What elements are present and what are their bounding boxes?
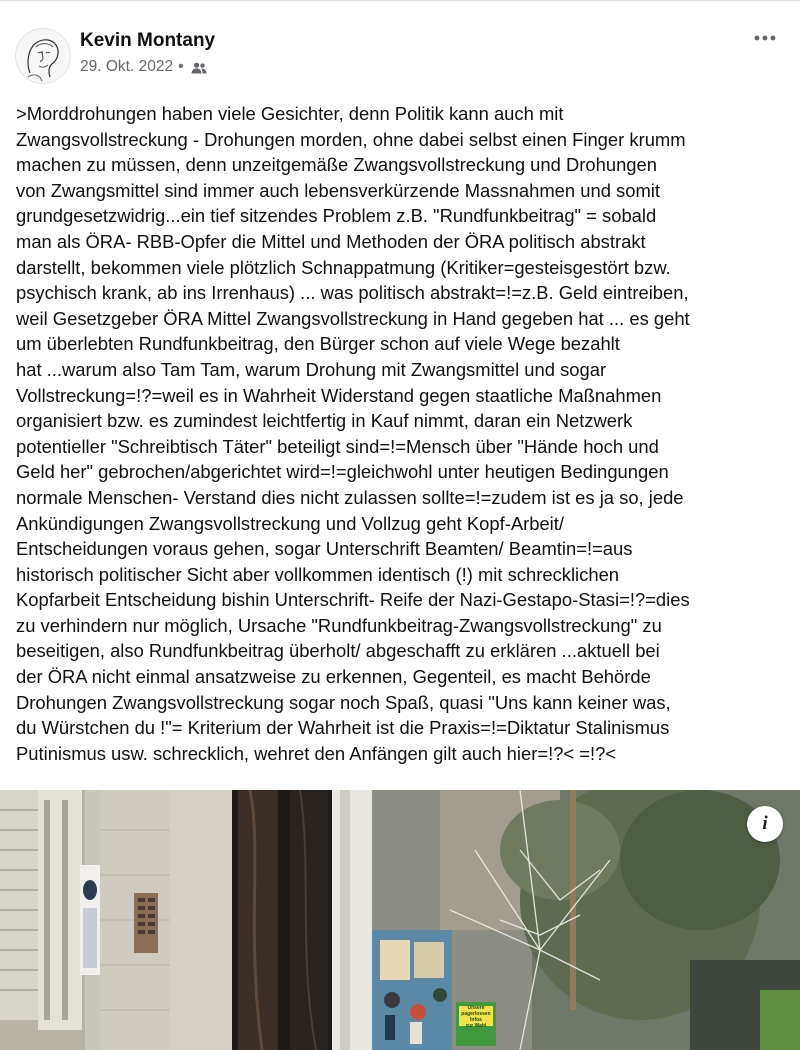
friends-icon[interactable] — [191, 61, 207, 73]
meta-separator: • — [178, 58, 184, 75]
avatar[interactable] — [15, 28, 71, 84]
avatar-sketch-icon — [16, 29, 70, 83]
info-button[interactable] — [747, 806, 783, 842]
post-text: >Morddrohungen haben viele Gesichter, denn Politik kann auch mit Zwangsvollstreckung - Drohungen morden, ohne dabei selbst einen Finger krumm machen zu müssen, denn unzeitgemäße Zwangsvollstreckung und Drohungen von Zwangsmittel sind immer auch lebensverkürzende Massnahmen und somit grundgesetzwidrig...ein tief sitzendes Problem z.B. "Rundfunkbeitrag" = sobald man als ÖRA- RBB-Opfer die Mittel und Methoden der ÖRA politisch abstrakt darstellt, bekommen viele plötzlich Schnappatmung (Kritiker=gesteisgestört bzw. psychisch krank, ab ins Irrenhaus) ... was politisch abstrakt=!=z.B. Geld eintreiben, weil Gesetzgeber ÖRA Mittel Zwangsvollstreckung in Hand gegeben hat ... es geht um überlebten Rundfunkbeitrag, den Bürger schon auf viele Wege bezahlt hat ...warum also Tam Tam, warum Drohung mit Zwangsmittel und sogar Vollstreckung=!?=weil es in Wahrheit Widerstand gegen staatliche Maßnahmen organisiert bzw. es zumindest leichtfertig in Kauf nimmt, daran ein Netzwerk potentieller "Schreibtisch Täter" beteiligt sind=!=Mensch über "Hände hoch und Geld her" gebrochen/abgerichtet wird=!=gleichwohl unter heutigen Bedingungen normale Menschen- Verstand dies nicht zulassen sollte=!=zudem ist es ja so, jede Ankündigungen Zwangsvollstreckung und Vollzug geht Kopf-Arbeit/ Entscheidungen voraus gehen, sogar Unterschrift Beamten/ Beamtin=!=aus historisch politischer Sicht aber vollkommen identisch (!) mit schrecklichen Kopfarbeit Entscheidung bishin Unterschrift- Reife der Nazi-Gestapo-Stasi=!?=dies zu verhindern nur möglich, Ursache "Rundfunkbeitrag-Zwangsvollstreckung" zu beseitigen, also Rundfunkbeitrag überholt/ abgeschafft zu erklären ...aktuell bei der ÖRA nicht einmal ansatzweise zu erkennen, Gegenteil, es macht Behörde Drohungen Zwangsvollstreckung sogar noch Spaß, quasi "Uns kann keiner was, du Würstchen du !"= Kriterium der Wahrheit ist die Praxis=!=Diktatur Stalinismus Putinismus usw. schrecklich, wehret den Anfängen gilt auch hier=!?< =!?< — [16, 103, 690, 764]
more-options-button[interactable] — [750, 26, 780, 50]
info-icon: i — [762, 813, 768, 834]
post-date[interactable]: 29. Okt. 2022 — [80, 58, 174, 75]
photo-burned-storefront — [0, 790, 800, 1050]
more-options-icon — [753, 35, 777, 41]
post-photo[interactable] — [0, 790, 800, 1050]
author-name[interactable]: Kevin Montany — [80, 30, 216, 51]
post-meta — [80, 58, 207, 76]
window-sign-text: Unsere pagerlossen Infos zur Wahl — [461, 1005, 491, 1029]
post-header — [0, 0, 800, 96]
